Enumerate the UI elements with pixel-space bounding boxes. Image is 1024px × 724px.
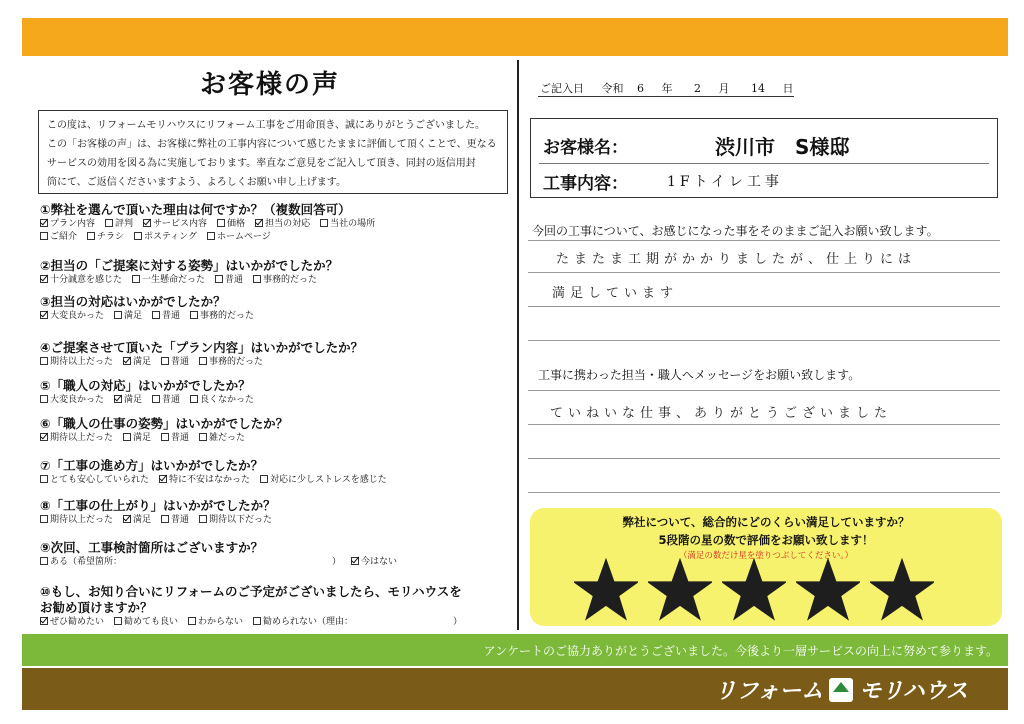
option-row [40, 514, 510, 527]
checkbox[interactable] [114, 311, 122, 319]
option-row [40, 218, 510, 231]
rating-note: （満足の数だけ星を塗りつぶしてください。） [678, 551, 854, 561]
option-item[interactable] [134, 231, 197, 244]
checked-checkbox[interactable] [40, 275, 48, 283]
work-value: 1Fトイレ工事 [667, 174, 783, 190]
option-label: プラン内容 [50, 219, 96, 229]
option-label: 対応に少しストレスを感じた [270, 475, 387, 485]
option-item[interactable] [132, 274, 205, 287]
option-item[interactable] [40, 218, 95, 231]
logo-text-right: モリハウス [859, 679, 968, 704]
impression-text-line1: たまたま工期がかかりましたが、仕上りには [556, 252, 917, 267]
question-title: ⑧「工事の仕上がり」はいかがでしたか？ [40, 498, 276, 513]
option-item[interactable] [260, 474, 387, 487]
option-label: 担当の対応 [265, 219, 311, 229]
option-label: ぜひ勧めたい [50, 617, 105, 627]
checkbox[interactable] [207, 232, 215, 240]
ruled-line [528, 340, 1000, 341]
checkbox[interactable] [320, 219, 328, 227]
checkbox[interactable] [40, 515, 48, 523]
option-item[interactable] [217, 218, 245, 231]
option-item[interactable] [152, 310, 180, 323]
checked-checkbox[interactable] [123, 357, 131, 365]
customer-box [530, 118, 998, 198]
option-label: 普通 [225, 275, 244, 285]
checkbox[interactable] [40, 557, 48, 565]
rating-stars [574, 558, 944, 626]
question-title: ⑤「職人の対応」はいかがでしたか？ [40, 378, 251, 393]
checkbox[interactable] [105, 219, 113, 227]
star-icon[interactable] [796, 558, 860, 622]
option-label: ） [332, 557, 342, 567]
intro-line: この度は、リフォームモリハウスにリフォーム工事をご用命頂き、誠にありがとうございました。 [47, 120, 485, 131]
option-label: とても安心していられた [50, 475, 150, 485]
checkbox[interactable] [199, 515, 207, 523]
option-item[interactable] [114, 616, 178, 629]
footer-brown-band [22, 668, 1008, 710]
ruled-line [528, 458, 1000, 459]
option-row [40, 356, 510, 369]
message-prompt: 工事に携わった担当・職人へメッセージをお願い致します。 [538, 368, 861, 382]
question-9 [40, 540, 510, 569]
option-label: 事務的だった [209, 357, 264, 367]
option-item[interactable] [161, 356, 189, 369]
question-title: ⑦「工事の進め方」はいかがでしたか？ [40, 458, 264, 473]
date-label: ご記入日 [540, 82, 584, 95]
option-item[interactable] [40, 432, 113, 445]
option-label: 事務的だった [200, 311, 255, 321]
option-label: ） [453, 617, 463, 627]
top-orange-band [22, 18, 1008, 56]
star-icon[interactable] [574, 558, 638, 622]
checked-checkbox[interactable] [40, 433, 48, 441]
question-8 [40, 498, 510, 527]
option-item[interactable] [253, 616, 353, 629]
intro-line: この「お客様の声」は、お客様に弊社の工事内容について感じたままに評価して頂くことで、更なる [47, 139, 497, 150]
footer-thanks: アンケートのご協力ありがとうございました。今後より一層サービスの向上に努めて参ります。 [483, 644, 998, 658]
rating-box [530, 508, 1002, 626]
option-label: 評判 [115, 219, 134, 229]
checked-checkbox[interactable] [159, 475, 167, 483]
checkbox[interactable] [188, 617, 196, 625]
work-label: 工事内容： [543, 174, 628, 194]
option-row [40, 432, 510, 445]
checkbox[interactable] [190, 395, 198, 403]
option-row [40, 616, 510, 629]
checkbox[interactable] [161, 357, 169, 365]
customer-name-label: お客様名： [543, 138, 628, 158]
date-month: 2 [694, 82, 701, 95]
option-row [40, 556, 510, 569]
ruled-line [528, 306, 1000, 307]
question-title: ⑨次回、工事検討箇所はございますか？ [40, 540, 264, 555]
center-divider [517, 60, 519, 630]
option-item[interactable] [190, 394, 254, 407]
ruled-line [528, 390, 1000, 391]
logo-text-left: リフォーム [714, 679, 824, 704]
date-row [540, 80, 794, 96]
option-label: 満足 [133, 433, 152, 443]
option-item[interactable] [332, 556, 341, 569]
option-item[interactable] [105, 218, 133, 231]
checked-checkbox[interactable] [143, 219, 151, 227]
option-item[interactable] [199, 432, 245, 445]
checkbox[interactable] [161, 433, 169, 441]
customer-divider [539, 163, 989, 164]
option-label: 普通 [162, 395, 181, 405]
checkbox[interactable] [134, 232, 142, 240]
option-item[interactable] [161, 432, 189, 445]
intro-line: 筒にて、ご返信くださいますよう、よろしくお願い申し上げます。 [47, 177, 346, 188]
option-item[interactable] [188, 616, 243, 629]
option-label: 特に不安はなかった [169, 475, 251, 485]
checkbox[interactable] [40, 395, 48, 403]
option-label: ご紹介 [50, 232, 78, 242]
option-item[interactable] [40, 356, 113, 369]
option-label: 良くなかった [200, 395, 255, 405]
option-item[interactable] [152, 394, 180, 407]
page-title: お客様の声 [199, 70, 340, 100]
option-item[interactable] [255, 218, 310, 231]
option-item[interactable] [199, 356, 263, 369]
date-year: 6 [637, 82, 644, 95]
ruled-line [528, 424, 1000, 425]
option-item[interactable] [215, 274, 243, 287]
checked-checkbox[interactable] [123, 515, 131, 523]
checkbox[interactable] [40, 232, 48, 240]
option-item[interactable] [199, 514, 272, 527]
checkbox[interactable] [152, 395, 160, 403]
question-7 [40, 458, 510, 487]
option-item[interactable] [40, 616, 104, 629]
date-day: 14 [751, 82, 765, 95]
date-era: 令和 [601, 82, 624, 95]
question-4 [40, 340, 510, 369]
option-item[interactable] [123, 514, 151, 527]
checkbox[interactable] [123, 433, 131, 441]
option-label: ホームページ [216, 232, 271, 242]
footer-green-band [22, 634, 1008, 666]
option-label: サービス内容 [153, 219, 208, 229]
option-item[interactable] [143, 218, 207, 231]
option-label: 普通 [171, 357, 190, 367]
option-item[interactable] [40, 394, 104, 407]
checkbox[interactable] [190, 311, 198, 319]
option-label: 勧めても良い [124, 617, 179, 627]
option-label: 大変良かった [50, 395, 105, 405]
impression-text-line2: 満足しています [552, 286, 679, 301]
option-label: チラシ [97, 232, 125, 242]
question-title: ③担当の対応はいかがでしたか？ [40, 294, 226, 309]
checkbox[interactable] [132, 275, 140, 283]
option-item[interactable] [253, 274, 317, 287]
option-label: わからない [198, 617, 244, 627]
ruled-line [528, 492, 1000, 493]
option-label: 事務的だった [263, 275, 318, 285]
option-label: 普通 [171, 515, 190, 525]
option-item[interactable] [40, 274, 122, 287]
option-item[interactable] [123, 432, 151, 445]
checked-checkbox[interactable] [114, 395, 122, 403]
option-row [40, 274, 510, 287]
star-icon[interactable] [648, 558, 712, 622]
impression-prompt: 今回の工事について、お感じになった事をそのままご記入お願い致します。 [532, 224, 939, 238]
option-row [40, 474, 510, 487]
option-label: 価格 [227, 219, 246, 229]
checked-checkbox[interactable] [351, 557, 359, 565]
option-item[interactable] [207, 231, 271, 244]
intro-line: サービスの効用を図る為に実施しております。率直なご意見をご記入して頂き、同封の返信用封 [47, 158, 476, 169]
question-5 [40, 378, 510, 407]
message-text: ていねいな仕事、ありがとうございました [550, 406, 893, 421]
option-label: 十分誠意を感じた [50, 275, 123, 285]
checkbox[interactable] [215, 275, 223, 283]
checked-checkbox[interactable] [40, 311, 48, 319]
rating-question: 弊社について、総合的にどのくらい満足していますか？ [622, 515, 910, 529]
option-row [40, 310, 510, 323]
ruled-line [528, 272, 1000, 273]
company-logo [714, 674, 968, 705]
option-label: 勧められない（理由： [263, 617, 354, 627]
option-label: 期待以下だった [209, 515, 273, 525]
option-item[interactable] [123, 356, 151, 369]
checked-checkbox[interactable] [255, 219, 263, 227]
checkbox[interactable] [161, 515, 169, 523]
checkbox[interactable] [260, 475, 268, 483]
question-2 [40, 258, 510, 287]
option-label: ある（希望箇所： [50, 557, 123, 567]
question-title: ①弊社を選んで頂いた理由は何ですか？（複数回答可） [40, 202, 351, 217]
option-label: ポスティング [144, 232, 197, 242]
ruled-line [528, 240, 1000, 241]
option-label: 満足 [124, 311, 143, 321]
option-item[interactable] [114, 394, 142, 407]
option-item[interactable] [40, 474, 149, 487]
house-logo-icon [829, 678, 853, 702]
question-1 [40, 202, 510, 244]
option-item[interactable] [40, 231, 77, 244]
option-item[interactable] [190, 310, 254, 323]
checkbox[interactable] [199, 433, 207, 441]
option-row [40, 231, 510, 244]
option-label: 普通 [171, 433, 190, 443]
option-label: 期待以上だった [50, 515, 114, 525]
option-label: 期待以上だった [50, 357, 114, 367]
checkbox[interactable] [253, 617, 261, 625]
checkbox[interactable] [114, 617, 122, 625]
date-day-unit: 日 [782, 82, 794, 95]
question-title: ⑩もし、お知り合いにリフォームのご予定がございましたら、モリハウスを [40, 584, 462, 599]
question-10 [40, 584, 510, 629]
question-title-cont: お勧め頂けますか？ [40, 600, 153, 615]
customer-name-value: 渋川市 S様邸 [715, 135, 850, 159]
option-label: 当社の場所 [330, 219, 376, 229]
date-year-unit: 年 [661, 82, 673, 95]
option-label: 一生懸命だった [142, 275, 206, 285]
option-item[interactable] [40, 514, 113, 527]
question-title: ④ご提案させて頂いた「プラン内容」はいかがでしたか？ [40, 340, 364, 355]
checkbox[interactable] [253, 275, 261, 283]
star-icon[interactable] [870, 558, 934, 622]
option-label: 今はない [361, 557, 398, 567]
option-item[interactable] [159, 474, 250, 487]
date-underline [538, 96, 794, 97]
question-3 [40, 294, 510, 323]
checkbox[interactable] [152, 311, 160, 319]
option-item[interactable] [320, 218, 375, 231]
option-label: 満足 [124, 395, 143, 405]
option-item[interactable] [40, 310, 104, 323]
star-icon[interactable] [722, 558, 786, 622]
option-label: 満足 [133, 357, 152, 367]
option-label: 大変良かった [50, 311, 105, 321]
checkbox[interactable] [40, 475, 48, 483]
intro-box [38, 110, 508, 194]
question-title: ②担当の「ご提案に対する姿勢」はいかがでしたか？ [40, 258, 339, 273]
option-label: 普通 [162, 311, 181, 321]
option-label: 期待以上だった [50, 433, 114, 443]
checkbox[interactable] [87, 232, 95, 240]
option-label: 満足 [133, 515, 152, 525]
option-row [40, 394, 510, 407]
option-item[interactable] [453, 616, 462, 629]
checkbox[interactable] [40, 357, 48, 365]
question-title: ⑥「職人の仕事の姿勢」はいかがでしたか？ [40, 416, 289, 431]
question-6 [40, 416, 510, 445]
date-month-unit: 月 [718, 82, 730, 95]
option-item[interactable] [114, 310, 142, 323]
checked-checkbox[interactable] [40, 219, 48, 227]
rating-instruction: 5段階の星の数で評価をお願い致します！ [658, 533, 874, 547]
checked-checkbox[interactable] [40, 617, 48, 625]
option-item[interactable] [40, 556, 122, 569]
checkbox[interactable] [217, 219, 225, 227]
option-item[interactable] [351, 556, 397, 569]
option-item[interactable] [161, 514, 189, 527]
checkbox[interactable] [199, 357, 207, 365]
option-label: 雑だった [209, 433, 246, 443]
option-item[interactable] [87, 231, 124, 244]
